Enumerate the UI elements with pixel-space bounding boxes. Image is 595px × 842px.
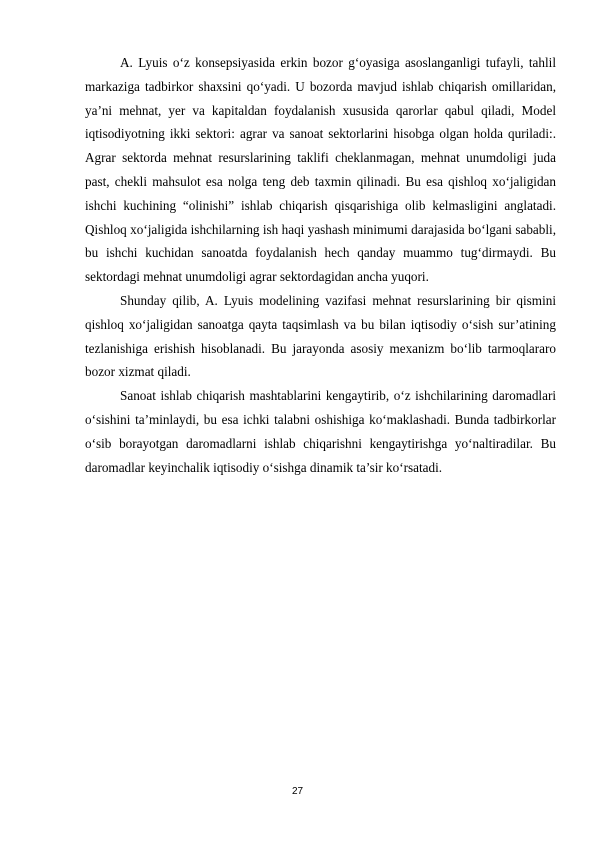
paragraph-lewis-model-intro: A. Lyuis o‘z konsepsiyasida erkin bozor g‘oyasiga asoslanganligi tufayli, tahlil markaziga tadbirkor shaxsini qo‘yadi. U bozorda mavjud ishlab chiqarish omillaridan, ya’ni mehnat, yer va kapitaldan foydalanish xususida qarorlar qabul qiladi, Model iqtisodiyotning ikki sektori: agrar va sanoat sektorlarini hisobga olgan holda quriladi:. Agrar sektorda mehnat resurslarining taklifi cheklanmagan, mehnat unumdoligi juda past, chekli mahsulot esa nolga teng deb taxmin qilinadi. Bu esa qishloq xo‘jaligidan ishchi kuchining “olinishi” ishlab chiqarish qisqarishiga olib kelmasligini anglatadi. Qishloq xo‘jaligida ishchilarning ish haqi yashash minimumi darajasida bo‘lgani sababli, bu ishchi kuchidan sanoatda foydalanish hech qanday muammo tug‘dirmaydi. Bu sektordagi mehnat unumdoligi agrar sektordagidan ancha yuqori. xyxy=(85,55,556,285)
page-number: 27 xyxy=(291,786,304,797)
paragraph-industry-expansion: Sanoat ishlab chiqarish mashtablarini kengaytirib, o‘z ishchilarining daromadlari o‘sishini ta’minlaydi, bu esa ichki talabni oshishiga ko‘maklashadi. Bunda tadbirkorlar o‘sib borayotgan daromadlarni ishlab chiqarishni kengaytirishga yo‘naltiradilar. Bu daromadlar keyinchalik iqtisodiy o‘sishga dinamik ta’sir ko‘rsatadi. xyxy=(85,388,556,475)
paragraph-lewis-model-task: Shunday qilib, A. Lyuis modelining vazifasi mehnat resurslarining bir qismini qishloq xo‘jaligidan sanoatga qayta taqsimlash va bu bilan iqtisodiy o‘sish sur’atining tezlanishiga erishish hisoblanadi. Bu jarayonda asosiy mexanizm bo‘lib tarmoqlararo bozor xizmat qiladi. xyxy=(85,292,556,380)
page-body xyxy=(85,51,556,479)
